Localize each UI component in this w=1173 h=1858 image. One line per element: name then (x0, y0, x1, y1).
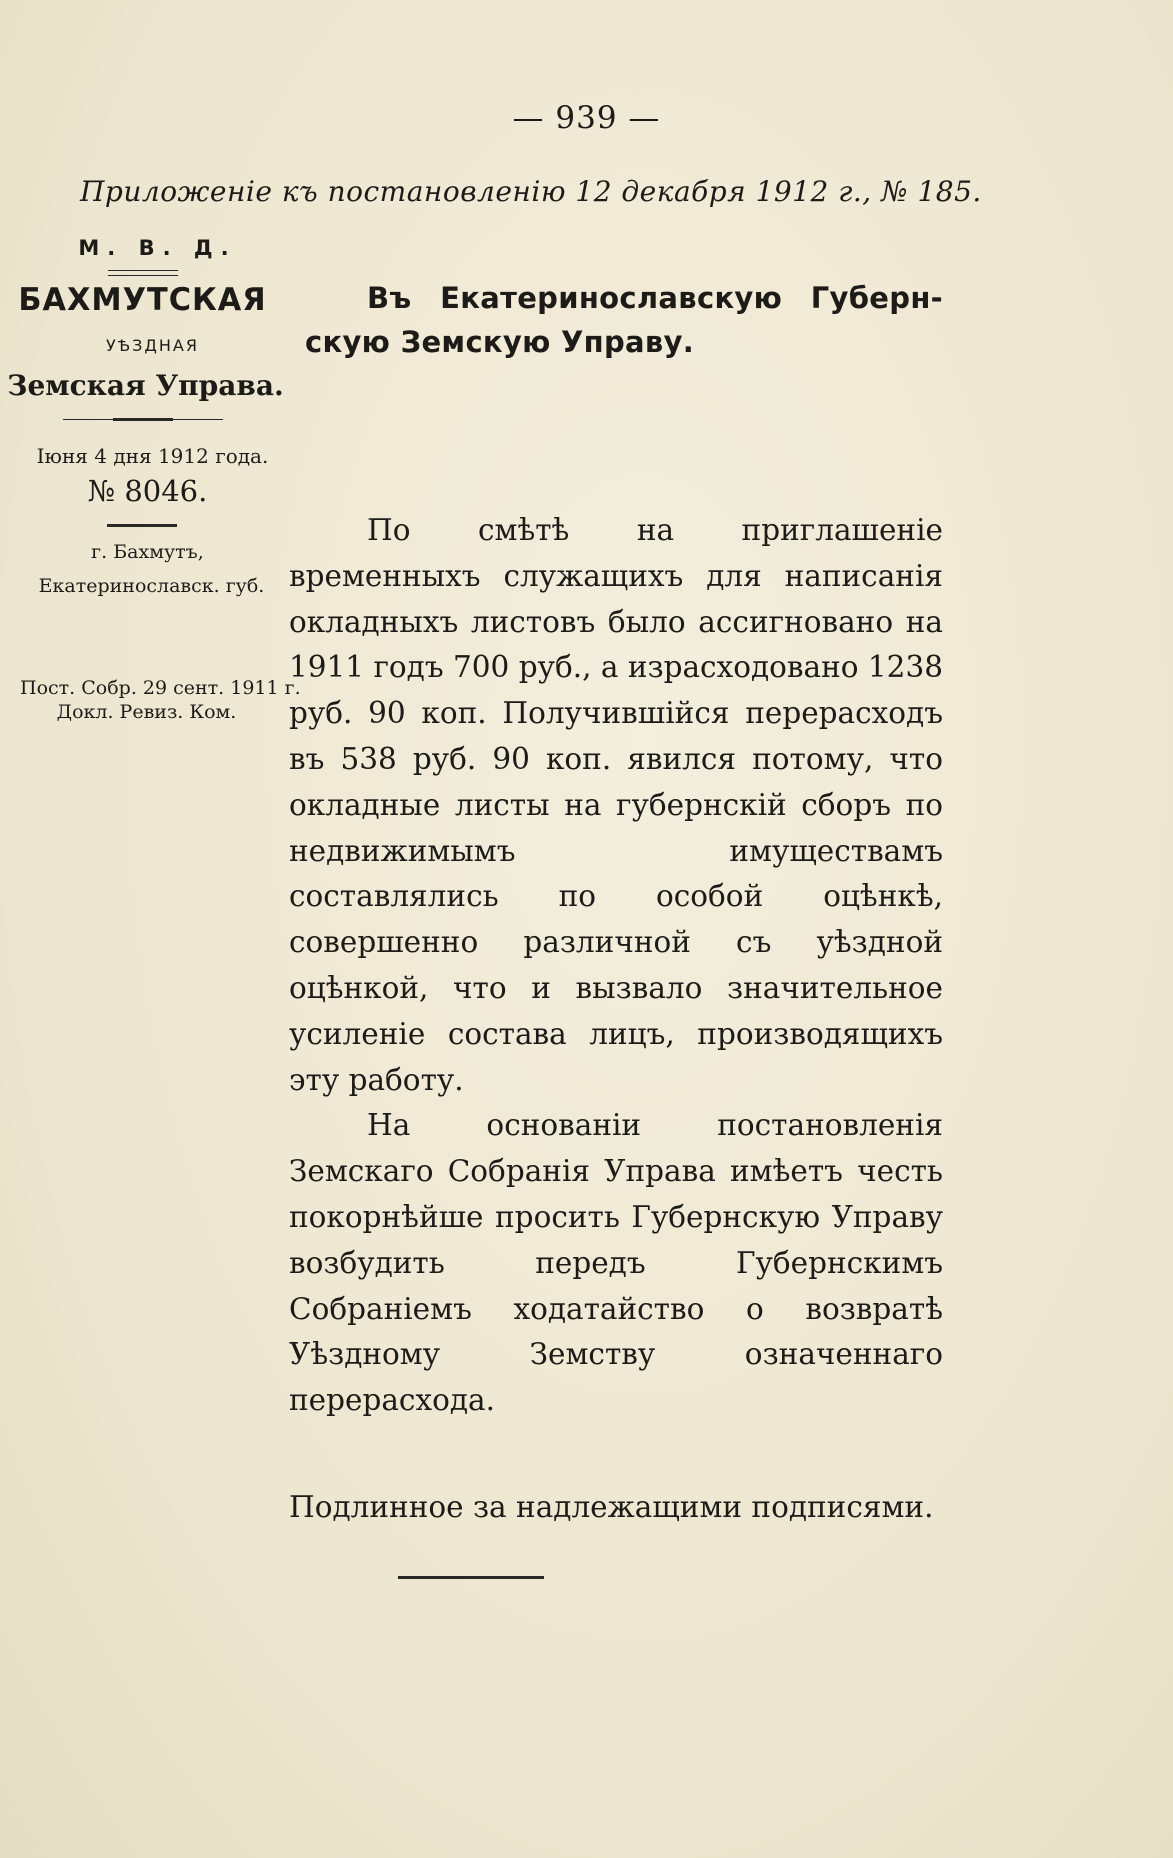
addressee-line-1: Въ Екатеринославскую Губерн- (367, 281, 943, 315)
reference-report: Докл. Ревиз. Ком. (56, 701, 237, 723)
short-rule (107, 524, 177, 527)
sender-province: Екатеринославск. губ. (38, 575, 265, 597)
page-number: — 939 — (512, 100, 661, 136)
addressee (305, 276, 943, 364)
closing-rule (398, 1576, 544, 1579)
ornamental-rule (108, 270, 178, 276)
office-name: Земская Управа. (7, 369, 284, 402)
sender-block (0, 236, 301, 723)
ministry-label: М. В. Д. (78, 236, 237, 260)
reference-assembly: Пост. Собр. 29 сент. 1911 г. (20, 677, 301, 699)
body-paragraph-1: По смѣтѣ на приглашеніе временныхъ служащихъ для написанія окладныхъ листовъ было ассигновано на 1911 годъ 700 руб., а израсходовано 1238 руб. 90 коп. Получившійся перерасходъ въ 538 руб. 90 коп. явился потому, что окладные листы на губернскій сборъ по недвижимымъ имуществамъ составлялись по особой оцѣнкѣ, совершенно различной съ уѣздной оцѣнкой, что и вызвало значительное усиленіе состава лицъ, производящихъ эту работу. (289, 513, 943, 1097)
letter-body (289, 508, 943, 1424)
body-paragraph-2: На основаніи постановленія Земскаго Собранія Управа имѣетъ честь покорнѣйше просить Губернскую Управу возбудить передъ Губернскимъ Собраніемъ ходатайство о возвратѣ Уѣздному Земству означеннаго перерасхода. (289, 1108, 943, 1418)
letter-date: Іюня 4 дня 1912 года. (36, 444, 269, 468)
district-name: БАХМУТСКАЯ (18, 282, 267, 318)
appendix-heading: Приложеніе къ постановленію 12 декабря 1912 г., № 185. (80, 175, 982, 208)
district-subtitle: УѢЗДНАЯ (106, 336, 199, 355)
divider-rule (63, 416, 223, 424)
document-number: № 8046. (87, 474, 208, 508)
sender-city: г. Бахмутъ, (91, 541, 204, 563)
signature-note: Подлинное за надлежащими подписями. (289, 1490, 934, 1524)
addressee-line-2: скую Земскую Управу. (305, 325, 695, 359)
